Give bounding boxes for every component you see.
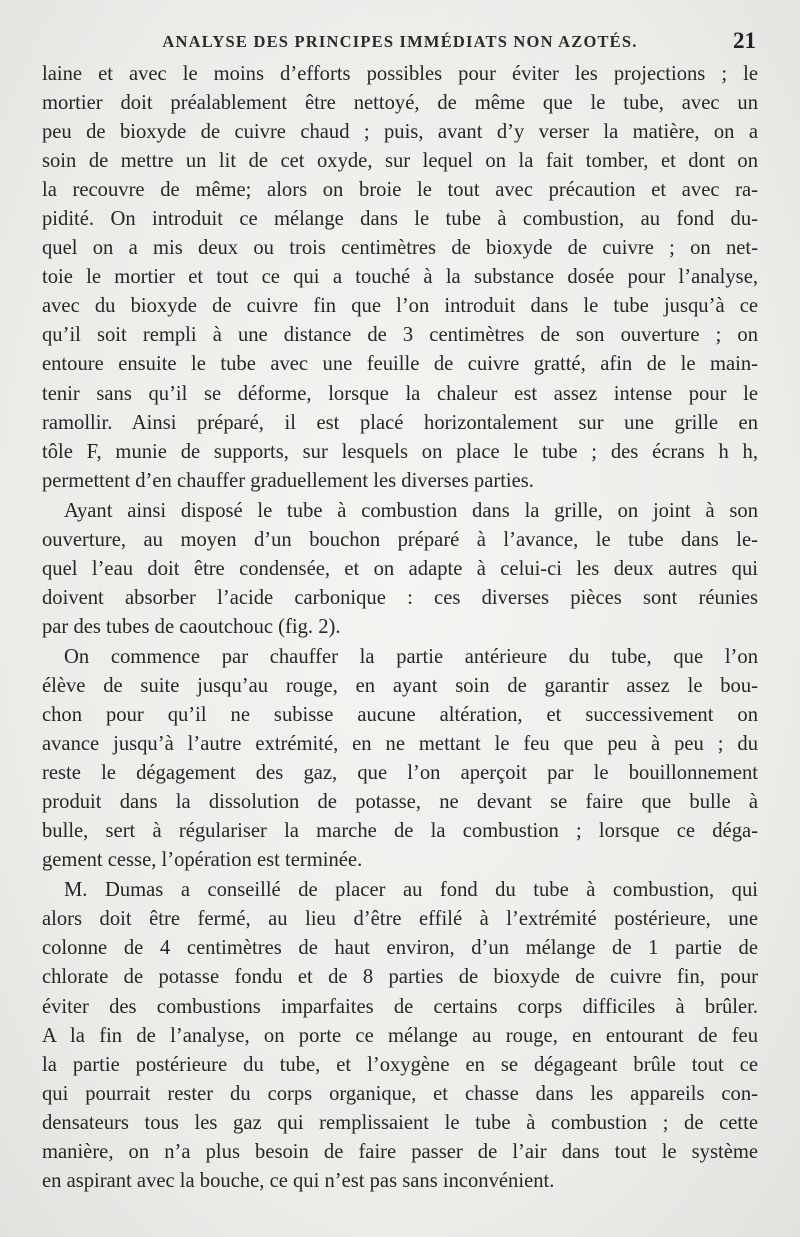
text-line: par des tubes de caoutchouc (fig. 2).	[42, 615, 341, 638]
paragraph	[42, 643, 758, 875]
text-line: éviter des combustions imparfaites de certains corps difficiles à brûler.	[42, 995, 758, 1018]
text-line: Ayant ainsi disposé le tube à combustion dans la grille, on joint à son	[64, 499, 758, 522]
text-line: la recouvre de même; alors on broie le tout avec précaution et avec ra-	[42, 179, 758, 202]
text-line: produit dans la dissolution de potasse, ne devant se faire que bulle à	[42, 791, 758, 814]
text-line: M. Dumas a conseillé de placer au fond du tube à combustion, qui	[64, 879, 758, 902]
text-line: peu de bioxyde de cuivre chaud ; puis, avant d’y verser la matière, on a	[42, 121, 758, 144]
text-line: A la fin de l’analyse, on porte ce mélange au rouge, en entourant de feu	[42, 1024, 758, 1047]
text-line: qu’il soit rempli à une distance de 3 centimètres de son ouverture ; on	[42, 324, 758, 347]
text-line: colonne de 4 centimètres de haut environ, d’un mélange de 1 partie de	[42, 937, 758, 960]
text-line: reste le dégagement des gaz, que l’on aperçoit par le bouillonnement	[42, 762, 758, 785]
text-line: permettent d’en chauffer graduellement les diverses parties.	[42, 469, 534, 492]
text-line: doivent absorber l’acide carbonique : ces diverses pièces sont réunies	[42, 586, 758, 609]
paragraph	[42, 497, 758, 642]
text-line: qui pourrait rester du corps organique, et chasse dans les appareils con-	[42, 1082, 758, 1105]
text-line: tenir sans qu’il se déforme, lorsque la chaleur est assez intense pour le	[42, 382, 758, 405]
text-line: chlorate de potasse fondu et de 8 parties de bioxyde de cuivre fin, pour	[42, 966, 758, 989]
running-title: ANALYSE DES PRINCIPES IMMÉDIATS NON AZOTÉS.	[162, 32, 638, 51]
text-line: soin de mettre un lit de cet oxyde, sur lequel on la fait tomber, et dont on	[42, 150, 758, 173]
text-line: ouverture, au moyen d’un bouchon préparé à l’avance, le tube dans le-	[42, 528, 758, 551]
text-line: quel on a mis deux ou trois centimètres de bioxyde de cuivre ; on net-	[42, 237, 758, 260]
paragraph	[42, 876, 758, 1196]
text-line: avec du bioxyde de cuivre fin que l’on introduit dans le tube jusqu’à ce	[42, 295, 758, 318]
text-line: élève de suite jusqu’au rouge, en ayant soin de garantir assez le bou-	[42, 674, 758, 697]
body-text	[42, 60, 758, 1196]
text-line: la partie postérieure du tube, et l’oxygène en se dégageant brûle tout ce	[42, 1053, 758, 1076]
page-number: 21	[733, 28, 756, 53]
text-line: chon pour qu’il ne subisse aucune altération, et successivement on	[42, 704, 758, 727]
paragraph	[42, 60, 758, 496]
text-line: pidité. On introduit ce mélange dans le tube à combustion, au fond du-	[42, 208, 758, 231]
page-header	[40, 30, 760, 58]
text-line: gement cesse, l’opération est terminée.	[42, 849, 363, 872]
text-line: toie le mortier et tout ce qui a touché à la substance dosée pour l’analyse,	[42, 266, 758, 289]
text-line: manière, on n’a plus besoin de faire passer de l’air dans tout le système	[42, 1140, 758, 1163]
text-line: quel l’eau doit être condensée, et on adapte à celui-ci les deux autres qui	[42, 557, 758, 580]
text-line: entoure ensuite le tube avec une feuille de cuivre gratté, afin de le main-	[42, 353, 758, 376]
text-line: densateurs tous les gaz qui remplissaient le tube à combustion ; de cette	[42, 1111, 758, 1134]
text-line: alors doit être fermé, au lieu d’être effilé à l’extrémité postérieure, une	[42, 908, 758, 931]
text-line: bulle, sert à régulariser la marche de la combustion ; lorsque ce déga-	[42, 820, 758, 843]
text-line: tôle F, munie de supports, sur lesquels on place le tube ; des écrans h h,	[42, 440, 758, 463]
text-line: avance jusqu’à l’autre extrémité, en ne mettant le feu que peu à peu ; du	[42, 733, 758, 756]
text-line: mortier doit préalablement être nettoyé, de même que le tube, avec un	[42, 92, 758, 115]
text-line: laine et avec le moins d’efforts possibles pour éviter les projections ; le	[42, 63, 758, 85]
text-line: ramollir. Ainsi préparé, il est placé horizontalement sur une grille en	[42, 411, 758, 434]
text-line: On commence par chauffer la partie antérieure du tube, que l’on	[64, 645, 758, 668]
text-line: en aspirant avec la bouche, ce qui n’est pas sans inconvénient.	[42, 1169, 555, 1192]
